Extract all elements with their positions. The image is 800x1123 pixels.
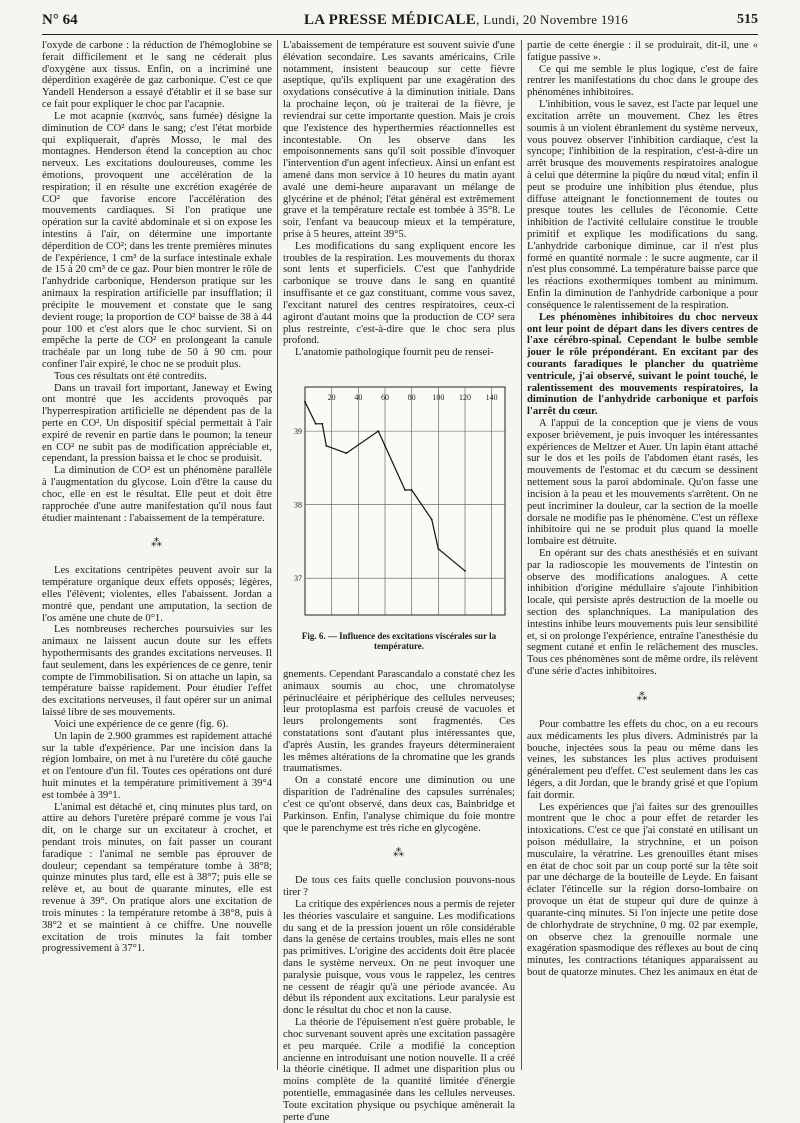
paragraph: La critique des expériences nous a permis de rejeter les théories vasculaire et sanguine. Les modifications du sang et de la pression jouent un rôle considérable dans la genèse de certains troubles, mais elles ne sont pas primitives. L'origine des accidents doit être placée dans le système nerveux. On ne peut invoquer une paralysie puisque, vous vous le rappelez, les centres ne cessent de réagir qu'à une période avancée. Au début ils répondent aux excitations. Leur paralysie est donc le résultat du choc et non la cause.	[283, 898, 515, 1017]
figure-6	[283, 369, 515, 659]
data-point	[315, 423, 317, 425]
paragraph: Les phénomènes inhibitoires du choc nerveux ont leur point de départ dans les divers centres de l'axe cérébro-spinal. Cependant le bulbe semble jouer le rôle prépondérant. En excitant par des courants faradiques le plancher du quatrième ventricule, j'ai observé, suivant le point touché, le ralentissement des mouvements respiratoires, la diminution de l'anhydride carbonique et parfois l'arrêt du cœur.	[527, 311, 758, 418]
y-tick-label: 38	[294, 500, 302, 510]
paragraph: partie de cette énergie : il se produirait, dit-il, une « fatigue passive ».	[527, 40, 758, 63]
paragraph: Tous ces résultats ont été contredits.	[54, 370, 207, 382]
header-rule	[42, 34, 758, 35]
section-separator: ⁂	[393, 847, 405, 860]
paragraph: L'animal est détaché et, cinq minutes plus tard, on attire au dehors l'uretère préparé comme je vous l'ai dit, on le charge sur un excitateur à crochet, et pendant trois minutes, on fait passer un courant faradique : l'animal ne semble pas éprouver de douleur; cependant sa température tombe à 38°8; quinze minutes plus tard, elle est à 38°7; puis elle se relève et, au bout de quarante minutes, elle est revenue à 39°. On pratique alors une excitation de trois minutes : la température retombe à 38°8, puis à 38°2 et se maintient à ce chiffre. Une nouvelle excitation de trois minutes la fait tomber progressivement à 37°1.	[42, 801, 272, 955]
paragraph: Le mot acapnie (καπνός, sans fumée) désigne la diminution de CO² dans le sang; c'est l'état morbide qui expliquerait, d'après Mosso, le mal des montagnes. Henderson étend la conception au choc nerveux. Les excitations douloureuses, comme les émotions, provoquent une accélération de la respiration; il en résulte une excrétion exagérée de CO² que favorise encore l'accélération des mouvements cardiaques. Si l'on pratique une opération sur la cavité abdominale et si on expose les intestins à l'air, on détermine une importante déperdition de CO²; dans les trente premières minutes de l'expérience, 1 cm³ de la surface intestinale exhale de 15 à 20 cm³ de ce gaz. Pour bien montrer le rôle de l'anhydride carbonique, Henderson pratique sur les animaux la respiration artificielle par insufflation; il précipite le mouvement et constate que le sang devient rouge; la proportion de CO² baisse de 38 à 44 pour 100 et c'est alors que le choc survient. Si on empêche la perte de CO² en prolongeant la canule trachéale par un long tube de 50 à 90 cm. pour confiner l'air expiré, le choc ne se produit plus.	[42, 110, 272, 370]
column-2	[283, 40, 515, 1123]
paragraph: De tous ces faits quelle conclusion pouvons-nous tirer ?	[283, 875, 515, 899]
y-tick-label: 37	[294, 574, 302, 584]
data-point	[304, 401, 306, 403]
column-1	[42, 40, 272, 1072]
paragraph: Un lapin de 2.900 grammes est rapidement attaché sur la table d'expérience. Par une incision dans la région lombaire, on met à nu l'uretère du côté gauche et on l'entoure d'un fil. Toutes ces opérations ont duré huit minutes et la température primitivement à 39°4 est tombée à 39°1.	[42, 730, 272, 801]
plot-frame	[305, 387, 505, 615]
data-point	[431, 518, 433, 520]
data-point	[325, 445, 327, 447]
paragraph: On a constaté encore une diminution ou une disparition de l'adrénaline des capsules surrénales; c'est ce qu'ont observé, dans deux cas, Bainbridge et Parkinson. Enfin, l'analyse chimique du foie montre que le parenchyme est très riche en glycogène.	[283, 775, 515, 834]
paragraph: L'inhibition, vous le savez, est l'acte par lequel une excitation arrête un mouvement. Chez les êtres soumis à un violent ébranlement du système nerveux, vous pouvez observer l'inhibition cardiaque, c'est la syncope; l'inhibition de la respiration, c'est-à-dire un arrêt brusque des mouvements respiratoires analogue à celui que détermine la piqûre du nœud vital; enfin il peut se produire une inhibition plus étendue, plus diffuse atteignant le fonctionnement de toutes ou presque toutes les cellules de l'économie. Cette inhibition de l'activité cellulaire constitue le trouble primitif et explique les modifications du sang. L'anhydride carbonique diminue, car il n'est plus formé en quantité normale : le sucre augmente, car il n'est plus consommé. La température baisse parce que les réactions exothermiques tombent au minimum. Enfin la diminution de l'anhydride carbonique a pour conséquence le ralentissement de la respiration.	[527, 99, 758, 311]
data-point	[404, 489, 406, 491]
paragraph: L'anatomie pathologique fournit peu de rensei-	[295, 347, 494, 359]
column-3	[527, 40, 758, 1072]
paragraph: La théorie de l'épuisement n'est guère probable, le choc survenant souvent après une excitation passagère et peu marquée. Crile a modifié la conception ancienne en introduisant une notion nouvelle. Il a créé la théorie cinétique. Il admet une disparition plus ou moins complète de la quantité limitée d'énergie potentielle, emmagasinée dans les cellules nerveuses. Toute excitation physique ou psychique amènerait la perte d'une	[283, 1017, 515, 1123]
paragraph: Voici une expérience de ce genre (fig. 6).	[54, 718, 229, 730]
column-divider	[521, 40, 522, 1070]
journal-name: LA PRESSE MÉDICALE	[304, 12, 477, 28]
x-tick-label: 40	[354, 392, 363, 402]
paragraph: Pour combattre les effets du choc, on a eu recours aux médicaments les plus divers. Administrés par la bouche, injectées sous la peau ou même dans les veines, les substances les plus actives produisent généralement peu d'effet. C'est seulement dans les cas légers, a dit Jordan, que le brandy grisé et que l'opium fait dormir.	[527, 718, 758, 801]
data-point	[377, 430, 379, 432]
issue-date: , Lundi, 20 Novembre 1916	[476, 12, 629, 27]
data-point	[464, 570, 466, 572]
page-number: 515	[737, 12, 758, 27]
paragraph: Les modifications du sang expliquent encore les troubles de la respiration. Les mouvements du thorax sont lents et superficiels. C'est que l'anhydride carbonique se trouve dans le sang en quantité insuffisante et ce gaz constituant, comme vous savez, l'excitant naturel des centres respiratoires, ceux-ci agiront d'autant moins que la production de CO² sera plus restreinte, c'est-à-dire que le choc sera plus profond.	[283, 240, 515, 347]
paragraph: Les nombreuses recherches poursuivies sur les animaux ne laissent aucun doute sur les effets hypothermisants des grandes excitations nerveuses. Il faut seulement, dans les expériences de ce genre, tenir compte de l'immobilisation. Si on attache un lapin, sa température baisse rapidement. Pour étudier l'effet des excitations nerveuses, il faut opérer sur un animal laissé libre de ses mouvements.	[42, 624, 272, 719]
data-point	[437, 548, 439, 550]
paragraph: L'abaissement de température est souvent suivie d'une élévation secondaire. Les savants américains, Crile notamment, insistent beaucoup sur cette fièvre aseptique, qu'ils expliquent par une exagération des oxydations consécutive à la diminution initiale. Dans la prochaine leçon, où je traiterai de la fièvre, je reviendrai sur cette importante question. Mais je crois que l'existence des hyperthermies réactionnelles est incontestable. On les observe dans les empoisonnements sans qu'il soit possible d'invoquer l'intervention d'un agent infectieux. Ainsi un enfant est amené dans mon service à 10 heures du matin ayant avalé une demi-heure auparavant un mélange de glycérine et de phénol; l'état général est extrêmement grave et la température rectale est tombée à 35°8. Le soir, l'enfant va beaucoup mieux et la température, prise à 5 heures, atteint 39°5.	[283, 40, 515, 240]
paragraph: l'oxyde de carbone : la réduction de l'hémoglobine se ferait difficilement et le sang ne céderait plus d'oxygène aux tissus. Enfin, on a incriminé une déperdition exagérée de gaz carbonique. C'est ce que Yandell Henderson a essayé d'établir et il se base sur ce fait pour expliquer le choc par l'acapnie.	[42, 40, 272, 111]
y-tick-label: 39	[294, 427, 302, 437]
x-tick-label: 140	[485, 392, 498, 402]
paragraph: Ce qui me semble le plus logique, c'est de faire rentrer les manifestations du choc dans le groupe des phénomènes inhibitoires.	[527, 63, 758, 99]
data-point	[321, 423, 323, 425]
paragraph: La diminution de CO² est un phénomène parallèle à l'augmentation du glycose. Loin d'être la cause du choc, elle en est le résultat. Elle peut et doit être rapprochée d'une autre manifestation qu'il nous faut étudier maintenant : l'abaissement de la température.	[42, 465, 272, 524]
x-tick-label: 80	[407, 392, 416, 402]
paragraph: gnements. Cependant Parascandalo a constaté chez les animaux soumis au choc, une chromatolyse périnucléaire et périphérique des cellules nerveuses; leur protoplasma est parfois creusé de vacuoles et leurs prolongements sont fragmentés. Ces constatations sont d'autant plus intéressantes que, d'après Austin, les grandes frayeurs détermineraient les mêmes altérations de la chromatine que les grands traumatismes.	[283, 668, 515, 775]
data-point	[411, 489, 413, 491]
section-separator: ⁂	[636, 690, 649, 703]
section-separator: ⁂	[151, 537, 163, 550]
x-tick-label: 20	[327, 392, 336, 402]
x-tick-label: 60	[381, 392, 389, 402]
paragraph: Les excitations centripètes peuvent avoir sur la température organique deux effets opposés; légères, elles l'élèvent; violentes, elles l'abaissent. Jordan a montré que, pendant une amputation, la section de l'os amène une chute de 0°1.	[42, 565, 272, 624]
page-header	[42, 10, 758, 34]
journal-title	[304, 12, 628, 29]
paragraph: En opérant sur des chats anesthésiés et en suivant par la radioscopie les mouvements de l'intestin on observe des modifications analogues. A cette inhibition d'origine médullaire s'ajoute l'inhibition locale, qui persiste après destruction de la moelle ou section des splanchniques. La manipulation des intestins inhibe leurs mouvements puis leur sensibilité et, si on prolonge l'expérience, entraîne l'anesthésie du segment cutané et enfin le relâchement des muscles. Tous ces phénomènes sont de même ordre, ils relèvent d'une série d'actes inhibitoires.	[527, 547, 758, 678]
data-point	[345, 452, 347, 454]
x-tick-label: 100	[432, 392, 445, 402]
issue-number: N° 64	[42, 12, 78, 28]
paragraph: A l'appui de la conception que je viens de vous exposer brièvement, je puis invoquer les intéressantes expériences de Meltzer et Auer. Un lapin étant attaché sur le dos et les poils de l'abdomen étant rasés, les mouvements de l'estomac et du cæcum se dessinent nettement sous la paroi abdominale. Qu'on fasse une incision à la peau et les mouvements s'arrêtent. On ne peut incriminer la douleur, car la section de la moelle dorsale ne modifie pas le phénomène. C'est un réflexe inhibitoire qui ne se produit plus quand la moelle lombaire est détruite.	[527, 418, 758, 548]
figure-caption: Fig. 6. — Influence des excitations viscérales sur la température.	[301, 630, 497, 651]
data-point	[384, 445, 386, 447]
paragraph: Dans un travail fort important, Janeway et Ewing ont montré que les accidents provoqués par l'hyperrespiration artificielle ne dépendent pas de la perte en CO². Un dispositif spécial permettait à l'air expiré de revenir en partie dans le poumon; la teneur en CO² ne subit pas de modification appréciable et, cependant, la pression baissa et le choc se produisit.	[42, 382, 272, 465]
temperature-chart	[283, 369, 515, 631]
column-divider	[277, 40, 278, 1070]
x-tick-label: 120	[459, 392, 471, 402]
paragraph: Les expériences que j'ai faites sur des grenouilles montrent que le choc a pour effet de retarder les intoxications. C'est ce que j'ai constaté en utilisant un poison médullaire, la strychnine, et un poison musculaire, la vératrine. Les grenouilles étant mises en état de choc soit par un coup porté sur la tête soit par une décharge de la bouteille de Leyde. En faisant éclater l'étincelle sur la région dorso-lombaire on provoque un état de stupeur qui dure de quinze à quarante-cinq minutes. Si l'on injecte une petite dose de chlorhydrate de strychnine, 0 mg. 02 par exemple, on observe chez la grenouille normale une exagération spasmodique des réflexes au bout de cinq minutes, les contractions tétaniques apparaissent au bout de quatorze minutes. Chez les animaux en état de	[527, 801, 758, 978]
